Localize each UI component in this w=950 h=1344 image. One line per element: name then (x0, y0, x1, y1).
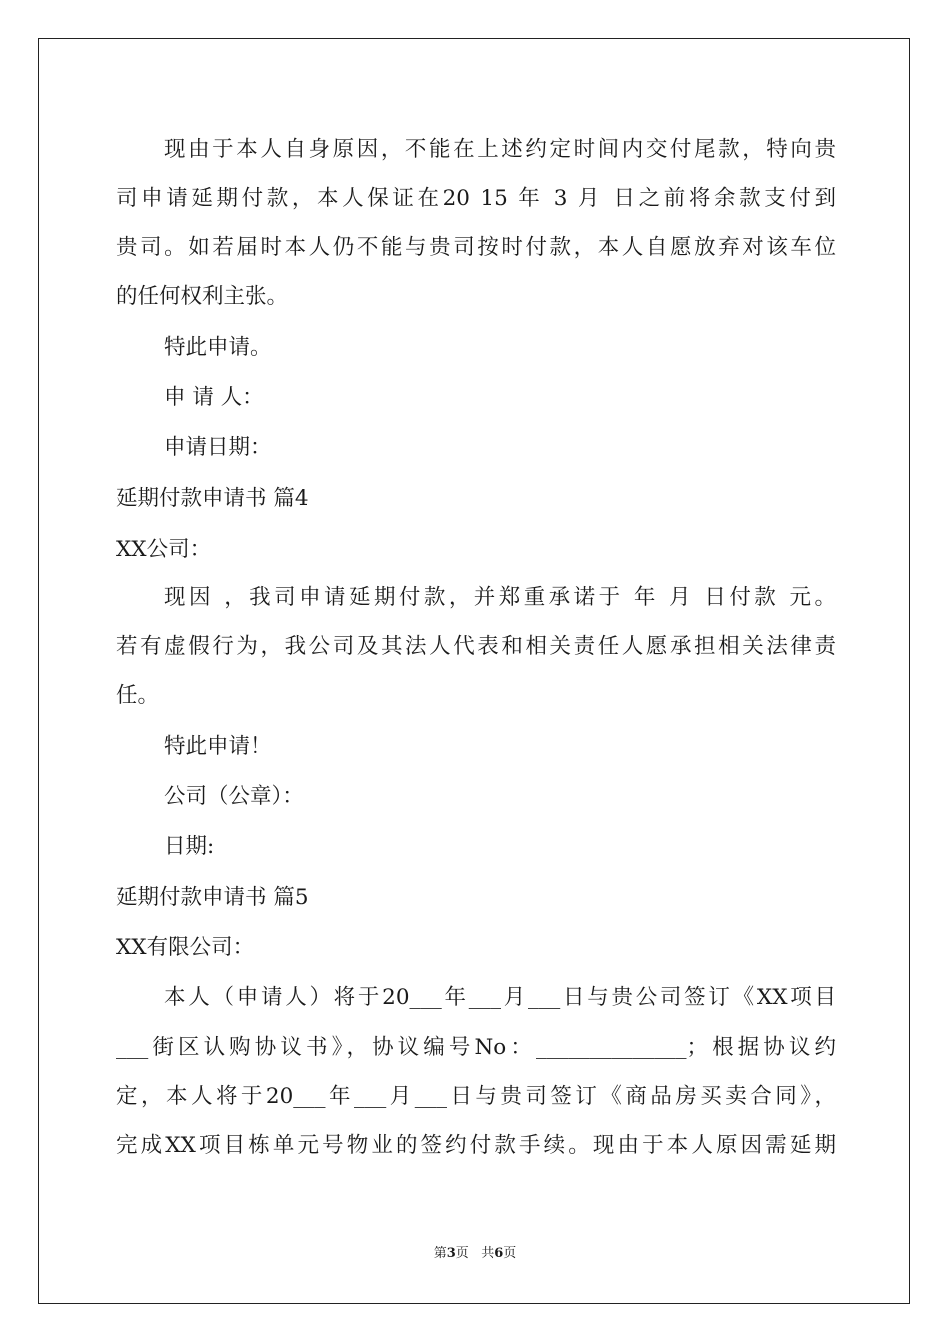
total-page-count: 6 (494, 1246, 504, 1261)
application-date-label: 申请日期： (164, 435, 272, 460)
addressee: XX公司： (116, 537, 212, 562)
paragraph-line: 的任何权利主张。 (116, 284, 289, 309)
footer-prefix: 第 (433, 1246, 447, 1261)
paragraph-line: 司申请延期付款，本人保证在20 15 年 3 月 日之前将余款支付到 (116, 186, 836, 211)
section-heading: 延期付款申请书 篇5 (116, 885, 309, 910)
page-footer (0, 1244, 950, 1264)
paragraph-line: ___街区认购协议书》，协议编号No：______________；根据协议约 (116, 1035, 836, 1060)
closing-line: 特此申请！ (164, 734, 272, 759)
applicant-label: 申 请 人： (164, 385, 264, 410)
paragraph-line: 任。 (116, 683, 160, 708)
section-heading: 延期付款申请书 篇4 (116, 486, 309, 511)
paragraph-line: 定，本人将于20___年___月___日与贵司签订《商品房买卖合同》， (116, 1084, 836, 1109)
footer-mid: 页 共 (455, 1246, 495, 1261)
company-seal-label: 公司（公章）： (164, 784, 304, 809)
paragraph-line: 若有虚假行为，我公司及其法人代表和相关责任人愿承担相关法律责 (116, 634, 836, 659)
paragraph-line: 贵司。如若届时本人仍不能与贵司按时付款，本人自愿放弃对该车位 (116, 235, 836, 260)
closing-line: 特此申请。 (164, 335, 272, 360)
footer-suffix: 页 (503, 1246, 517, 1261)
date-label: 日期: (164, 834, 215, 859)
page-border (38, 38, 910, 1304)
current-page-number: 3 (446, 1246, 456, 1261)
paragraph-line: 现由于本人自身原因，不能在上述约定时间内交付尾款，特向贵 (164, 137, 836, 162)
paragraph-line: 完成XX项目栋单元号物业的签约付款手续。现由于本人原因需延期 (116, 1133, 836, 1158)
paragraph-line: 现因 ，我司申请延期付款，并郑重承诺于 年 月 日付款 元。 (164, 585, 836, 610)
addressee: XX有限公司： (116, 935, 255, 960)
paragraph-line: 本人（申请人）将于20___年___月___日与贵公司签订《XX项目 (164, 985, 836, 1010)
